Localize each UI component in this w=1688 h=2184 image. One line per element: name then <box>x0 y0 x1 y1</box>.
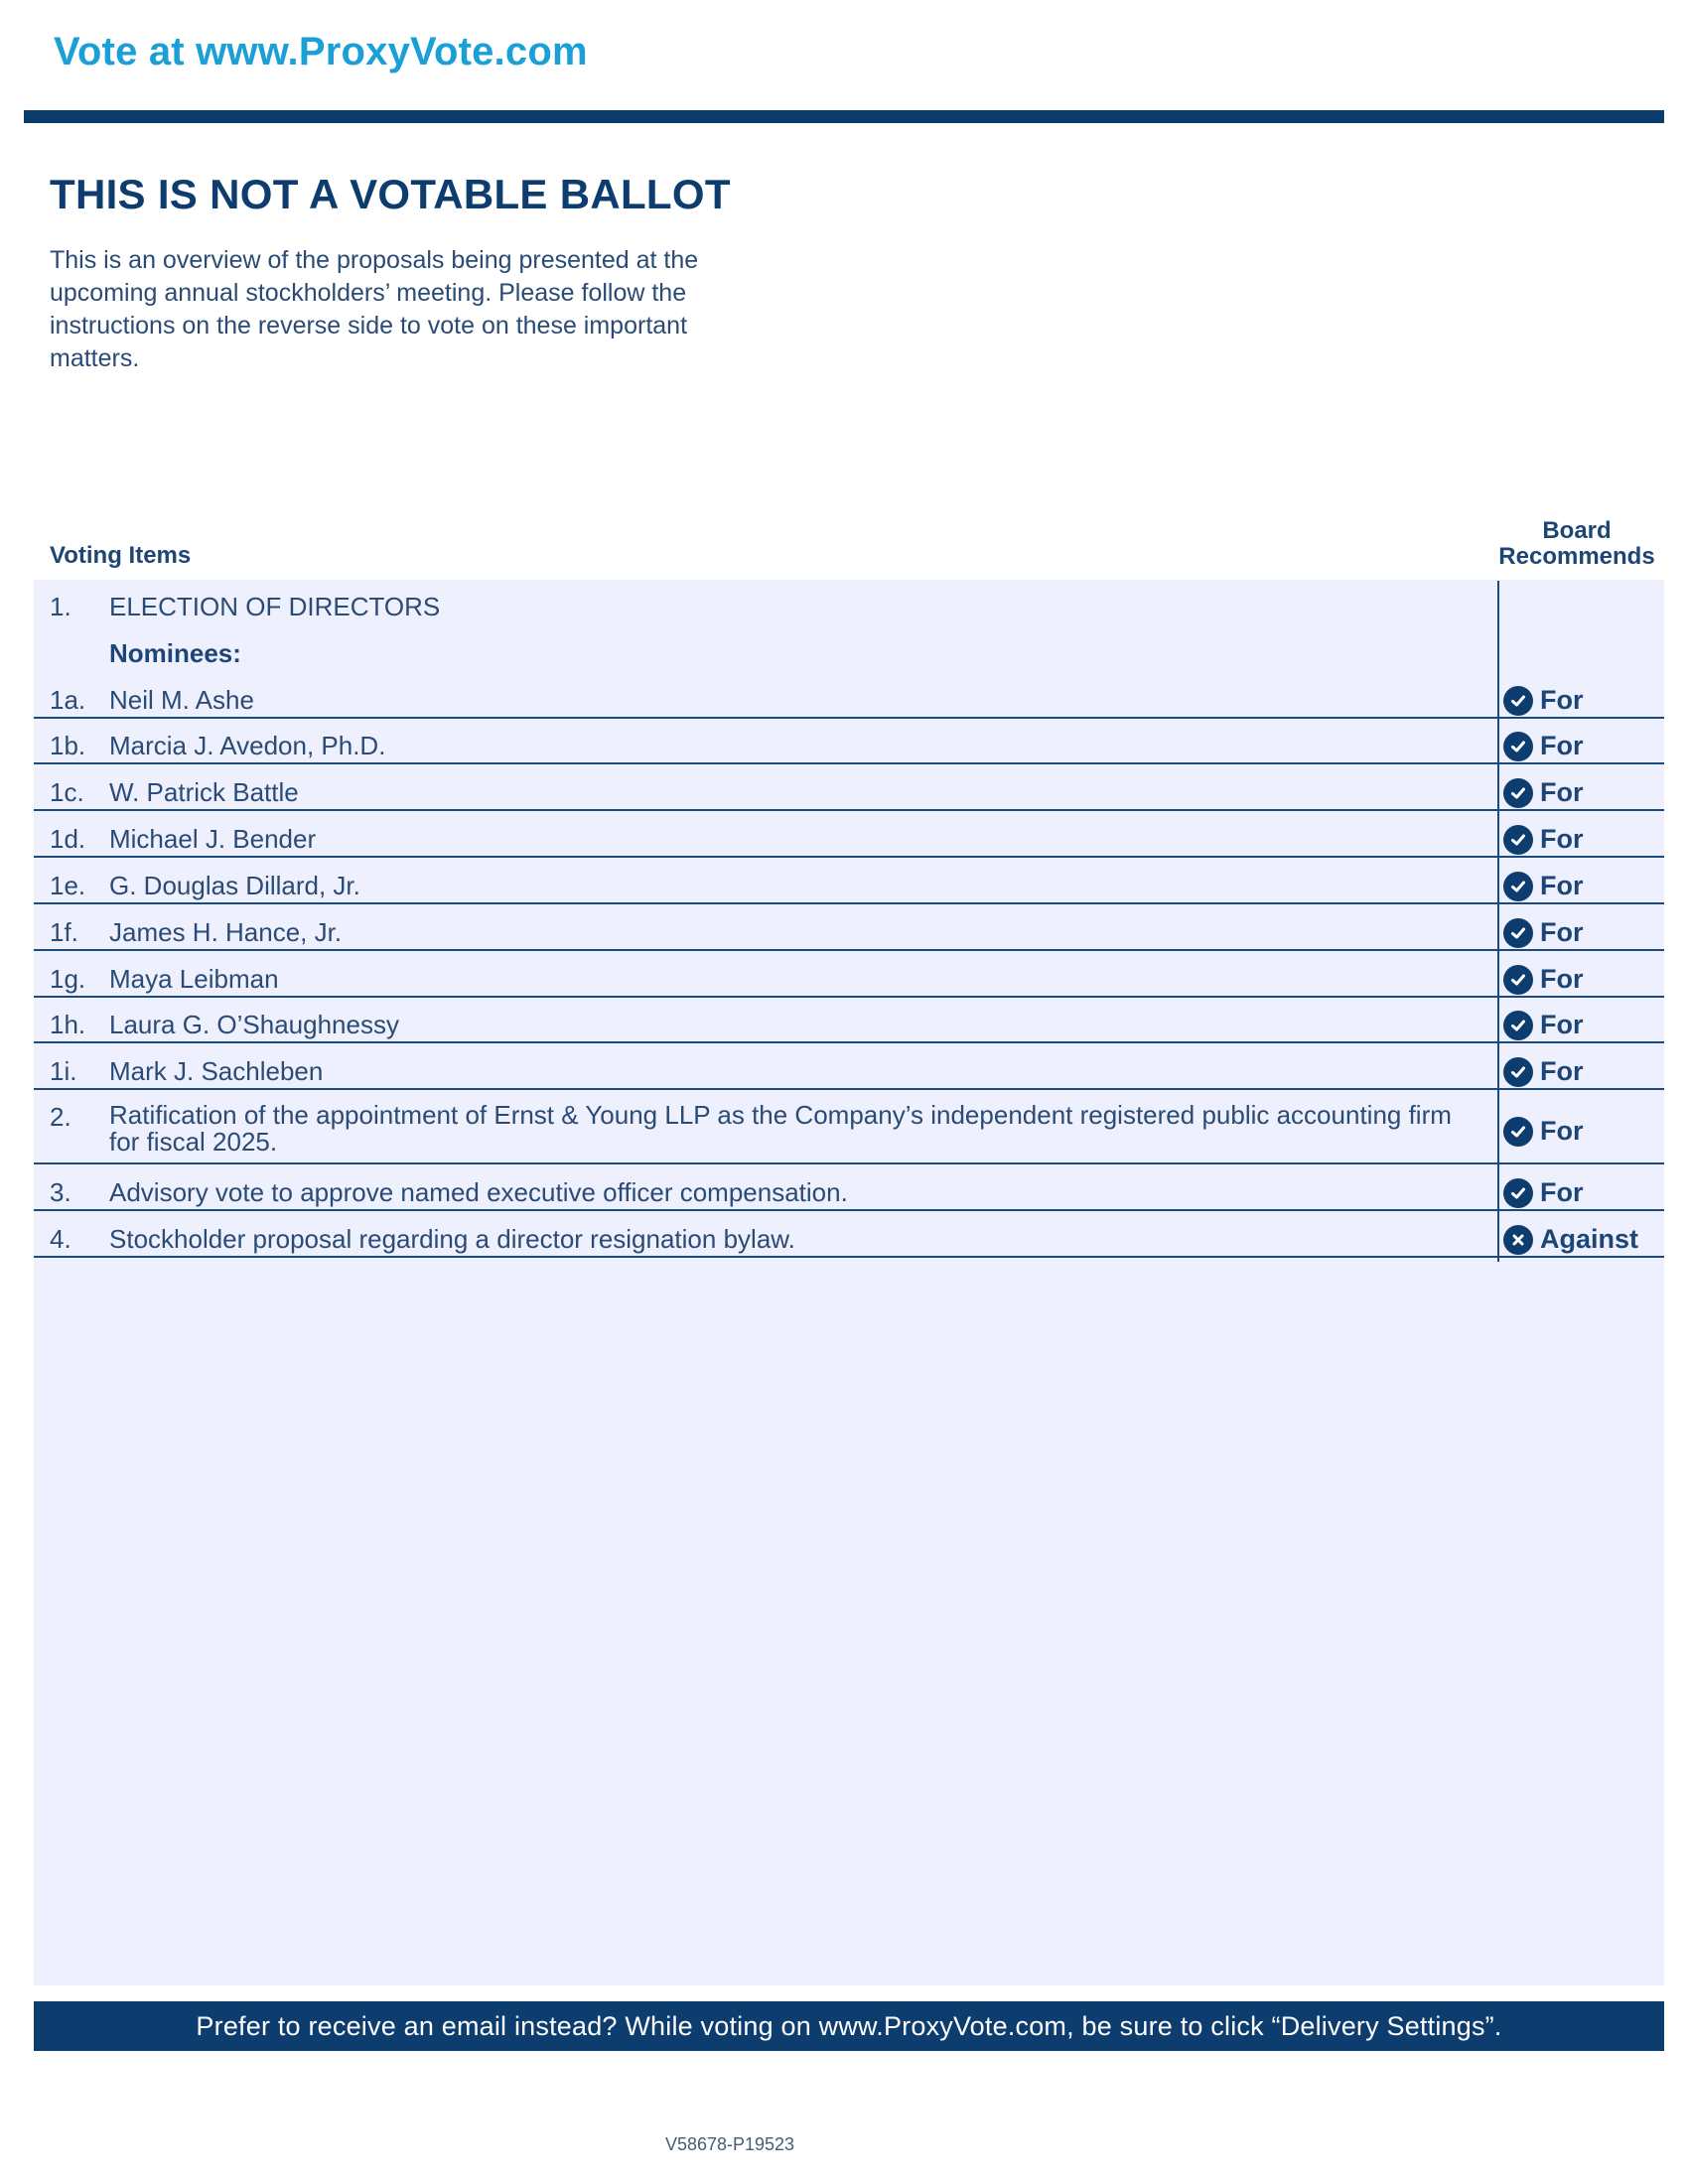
row-divider <box>34 949 1664 951</box>
row-divider <box>34 902 1664 904</box>
nominee-name: Laura G. O’Shaughnessy <box>109 1010 399 1039</box>
recommendation <box>1503 964 1584 995</box>
nominee-name: James H. Hance, Jr. <box>109 917 343 947</box>
proposal-text-line1: Ratification of the appointment of Ernst & Young LLP as the Company’s independent registered public accounting firm <box>109 1100 1452 1130</box>
recommendation <box>1503 1056 1584 1087</box>
proposal-text-line2: for fiscal 2025. <box>109 1127 278 1157</box>
item-label: ELECTION OF DIRECTORS <box>109 592 441 621</box>
item-number: 2. <box>50 1102 71 1132</box>
recommendation-label: For <box>1540 777 1584 807</box>
row-divider <box>34 1256 1664 1258</box>
check-circle-icon <box>1503 918 1533 948</box>
row-divider <box>34 996 1664 998</box>
recommendation-label: For <box>1540 824 1584 854</box>
item-number: 1. <box>50 592 71 621</box>
item-number: 1c. <box>50 777 84 807</box>
recommendation-label: For <box>1540 685 1584 715</box>
recommendation <box>1503 777 1584 808</box>
board-header-line1: Board <box>1542 517 1612 544</box>
document-code: V58678-P19523 <box>664 2134 795 2154</box>
row-divider <box>34 1162 1664 1164</box>
nominee-name: Mark J. Sachleben <box>109 1056 324 1086</box>
row-divider <box>34 1209 1664 1211</box>
item-number: 1g. <box>50 964 86 994</box>
check-circle-icon <box>1503 1178 1533 1208</box>
page-title: THIS IS NOT A VOTABLE BALLOT <box>50 171 731 217</box>
recommendation-label: For <box>1540 1010 1584 1039</box>
item-number: 1e. <box>50 871 86 900</box>
check-circle-icon <box>1503 1011 1533 1040</box>
item-number: 1d. <box>50 824 86 854</box>
x-circle-icon <box>1503 1225 1533 1255</box>
recommendation-label: For <box>1540 1056 1584 1086</box>
recommendation-label: Against <box>1540 1224 1639 1254</box>
row-divider <box>34 717 1664 719</box>
nominee-name: Marcia J. Avedon, Ph.D. <box>109 731 386 760</box>
recommendation <box>1503 824 1584 855</box>
nominees-label: Nominees: <box>109 638 241 668</box>
nominee-name: Michael J. Bender <box>109 824 317 854</box>
nominee-name: Maya Leibman <box>109 964 279 994</box>
row-divider <box>34 1088 1664 1090</box>
recommendation <box>1503 871 1584 901</box>
recommendation <box>1503 1116 1584 1147</box>
recommendation-label: For <box>1540 1177 1584 1207</box>
intro-paragraph: This is an overview of the proposals being presented at the upcoming annual stockholders’ meeting. Please follow the instructions on the reverse side to vote on these important matters. <box>50 246 699 372</box>
board-header-line2: Recommends <box>1498 543 1655 570</box>
item-number: 1b. <box>50 731 86 760</box>
proposal-text: Advisory vote to approve named executive officer compensation. <box>109 1177 848 1207</box>
recommendation <box>1503 1224 1638 1255</box>
recommendation <box>1503 917 1584 948</box>
recommendation <box>1503 1177 1584 1208</box>
recommendation-label: For <box>1540 1116 1584 1146</box>
nominee-name: G. Douglas Dillard, Jr. <box>109 871 360 900</box>
check-circle-icon <box>1503 1057 1533 1087</box>
voting-items-header: Voting Items <box>50 542 192 569</box>
recommendation <box>1503 1010 1584 1040</box>
recommendation-label: For <box>1540 964 1584 994</box>
row-divider <box>34 809 1664 811</box>
row-divider <box>34 762 1664 764</box>
check-circle-icon <box>1503 778 1533 808</box>
recommendation-label: For <box>1540 731 1584 760</box>
nominee-name: Neil M. Ashe <box>109 685 254 715</box>
check-circle-icon <box>1503 825 1533 855</box>
check-circle-icon <box>1503 686 1533 716</box>
nominee-name: W. Patrick Battle <box>109 777 299 807</box>
header-rule <box>24 110 1664 123</box>
item-number: 3. <box>50 1177 71 1207</box>
board-recommends-header <box>1489 518 1664 570</box>
proposal-text: Stockholder proposal regarding a director resignation bylaw. <box>109 1224 795 1254</box>
proxyvote-header-link[interactable]: Vote at www.ProxyVote.com <box>54 30 588 73</box>
item-number: 1i. <box>50 1056 77 1086</box>
row-divider <box>34 1041 1664 1043</box>
check-circle-icon <box>1503 1117 1533 1147</box>
item-number: 4. <box>50 1224 71 1254</box>
check-circle-icon <box>1503 965 1533 995</box>
row-divider <box>34 856 1664 858</box>
item-number: 1f. <box>50 917 78 947</box>
recommendation-label: For <box>1540 917 1584 947</box>
recommendation <box>1503 685 1584 716</box>
recommendation <box>1503 731 1584 761</box>
check-circle-icon <box>1503 732 1533 761</box>
recommendation-label: For <box>1540 871 1584 900</box>
check-circle-icon <box>1503 872 1533 901</box>
item-number: 1h. <box>50 1010 86 1039</box>
banner-text: Prefer to receive an email instead? While voting on www.ProxyVote.com, be sure to click “Delivery Settings”. <box>196 2010 1502 2041</box>
item-number: 1a. <box>50 685 86 715</box>
proposal-text <box>109 1102 1499 1156</box>
delivery-settings-banner <box>34 2001 1664 2051</box>
